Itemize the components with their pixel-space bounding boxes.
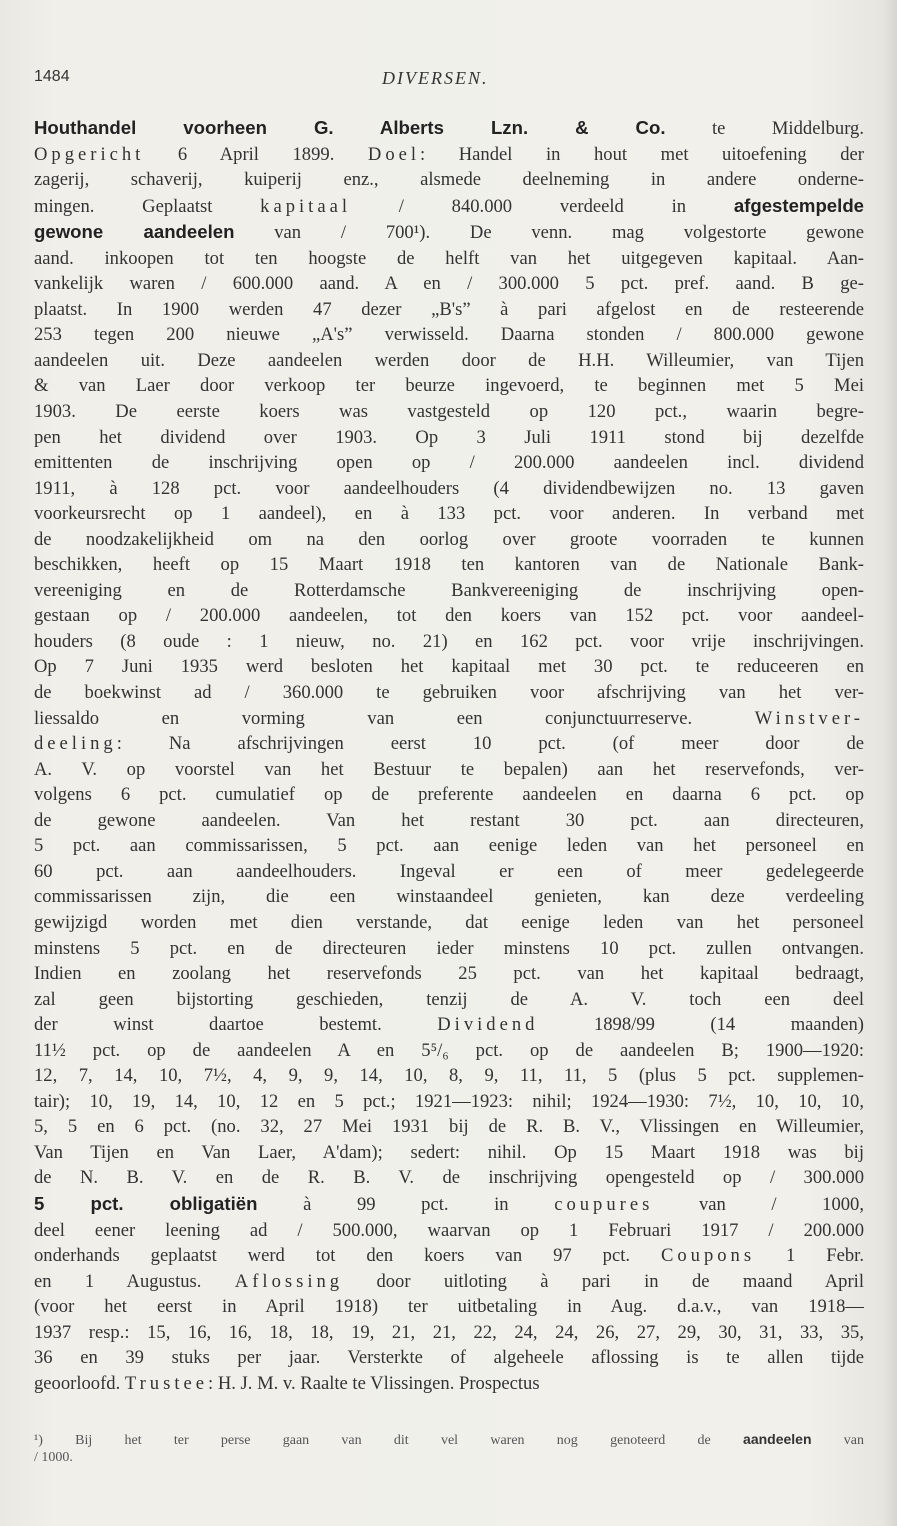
- text-run: mingen. Geplaatst: [34, 195, 261, 217]
- text-line: [34, 219, 864, 246]
- text-run: te Middelburg.: [665, 118, 864, 139]
- text-run: Houthandel voorheen G. Alberts Lzn. & Co.: [34, 117, 666, 138]
- text-line: [34, 425, 864, 451]
- text-run: de noodzakelijkheid om na den oorlog over groote voorraden te kunnen: [34, 528, 864, 550]
- text-run: Op 7 Juni 1935 werd besloten het kapitaal met 30 pct. te reduceeren en: [34, 656, 864, 678]
- text-run: Dividend: [437, 1014, 539, 1036]
- text-line: [34, 167, 864, 193]
- text-line: [34, 373, 864, 399]
- text-run: van / 700¹). De venn. mag volgestorte gewone: [234, 222, 864, 244]
- text-run: / 840.000 verdeeld in: [351, 195, 734, 217]
- text-run: coupures: [554, 1193, 654, 1215]
- text-run: 1937 resp.: 15, 16, 16, 18, 18, 19, 21, 21, 22, 24, 24, 26, 27, 29, 30, 31, 33, 35,: [34, 1321, 864, 1343]
- text-line: [34, 1345, 864, 1371]
- page-header: [34, 68, 864, 94]
- text-line: [34, 782, 864, 808]
- text-run: tair); 10, 19, 14, 10, 12 en 5 pct.; 1921—1923: nihil; 1924—1930: 7½, 10, 10, 10,: [34, 1090, 864, 1112]
- text-run: aandeelen: [743, 1431, 812, 1447]
- text-line: [34, 193, 864, 220]
- running-title: DIVERSEN.: [382, 68, 489, 88]
- page-number: 1484: [34, 68, 70, 85]
- text-run: zagerij, schaverij, kuiperij enz., alsmede deelneming in andere onderne-: [34, 169, 864, 191]
- text-run: 6 April 1899.: [144, 143, 368, 165]
- text-line: [34, 399, 864, 425]
- text-run: der winst daartoe bestemt.: [34, 1014, 438, 1036]
- text-line: [34, 322, 864, 348]
- text-run: gewijzigd worden met dien verstande, dat eenige leden van het personeel: [34, 911, 864, 933]
- text-line: [34, 1191, 864, 1218]
- text-line: [34, 833, 864, 859]
- text-run: Coupons: [660, 1245, 756, 1267]
- text-run: de gewone aandeelen. Van het restant 30 pct. aan directeuren,: [34, 809, 864, 831]
- text-run: pen het dividend over 1903. Op 3 Juli 1911 stond bij dezelfde: [34, 426, 864, 448]
- text-run: (voor het eerst in April 1918) ter uitbetaling in Aug. d.a.v., van 1918—: [34, 1296, 864, 1318]
- text-run: 5 pct. obligatiën: [34, 1192, 258, 1214]
- text-run: volgens 6 pct. cumulatief op de preferente aandeelen en daarna 6 pct. op: [34, 784, 864, 806]
- text-run: 1911, à 128 pct. voor aandeelhouders (4 dividendbewijzen no. 13 gaven: [34, 477, 864, 499]
- text-line: [34, 450, 864, 476]
- text-run: 1903. De eerste koers was vastgesteld op 120 pct., waarin begre-: [34, 401, 864, 423]
- text-run: deel eener leening ad / 500.000, waarvan op 1 Februari 1917 / 200.000: [34, 1219, 864, 1241]
- text-line: [34, 552, 864, 578]
- text-run: gewone aandeelen: [34, 221, 235, 243]
- text-line: [34, 654, 864, 680]
- text-run: A. V. op voorstel van het Bestuur te bepalen) aan het reservefonds, ver-: [34, 758, 864, 780]
- text-line: [34, 1089, 864, 1115]
- text-run: à 99 pct. in: [257, 1193, 555, 1215]
- text-line: [34, 680, 864, 706]
- footnotes: [34, 1431, 864, 1466]
- text-run: de boekwinst ad / 360.000 te gebruiken voor afschrijving van het ver-: [34, 682, 864, 704]
- text-line: [34, 1218, 864, 1244]
- text-run: door uitloting à pari in de maand April: [343, 1270, 864, 1292]
- text-run: aandeelen uit. Deze aandeelen werden door de H.H. Willeumier, van Tijen: [34, 349, 864, 371]
- text-line: [34, 1140, 864, 1166]
- text-line: [34, 706, 864, 732]
- text-run: 60 pct. aan aandeelhouders. Ingeval er een of meer gedelegeerde: [34, 860, 864, 882]
- text-line: [34, 1243, 864, 1269]
- text-line: [34, 1371, 864, 1397]
- text-line: [34, 142, 864, 168]
- text-line: [34, 859, 864, 885]
- footnote-line: [34, 1431, 864, 1449]
- text-line: [34, 884, 864, 910]
- text-line: [34, 271, 864, 297]
- text-line: [34, 246, 864, 272]
- text-run: 5, 5 en 6 pct. (no. 32, 27 Mei 1931 bij de R. B. V., Vlissingen en Willeumier,: [34, 1116, 864, 1138]
- text-line: [34, 1012, 864, 1038]
- text-run: van: [811, 1433, 864, 1448]
- text-run: kapitaal: [260, 195, 351, 217]
- text-run: vereeniging en de Rotterdamsche Bankvereeniging de inschrijving open-: [34, 579, 864, 601]
- body-text: [34, 115, 864, 1396]
- text-line: [34, 476, 864, 502]
- text-line: [34, 1114, 864, 1140]
- text-run: Trustee: [124, 1372, 208, 1394]
- text-line: [34, 987, 864, 1013]
- text-run: Van Tijen en Van Laer, A'dam); sedert: nihil. Op 15 Maart 1918 was bij: [34, 1141, 864, 1163]
- text-run: de N. B. V. en de R. B. V. de inschrijving opengesteld op / 300.000: [34, 1167, 864, 1189]
- text-run: 12, 7, 14, 10, 7½, 4, 9, 9, 14, 10, 8, 9, 11, 11, 5 (plus 5 pct. supplemen-: [34, 1065, 864, 1087]
- text-run: plaatst. In 1900 werden 47 dezer „B's” à pari afgelost en de resteerende: [34, 298, 864, 320]
- text-run: Aflossing: [234, 1270, 344, 1292]
- text-run: beschikken, heeft op 15 Maart 1918 ten kantoren van de Nationale Bank-: [34, 554, 864, 576]
- text-run: & van Laer door verkoop ter beurze ingevoerd, te beginnen met 5 Mei: [34, 375, 864, 397]
- text-run: gestaan op / 200.000 aandeelen, tot den koers van 152 pct. voor aandeel-: [34, 605, 864, 627]
- text-line: [34, 808, 864, 834]
- text-line: [34, 297, 864, 323]
- text-run: onderhands geplaatst werd tot den koers van 97 pct.: [34, 1245, 661, 1267]
- text-run: ¹) Bij het ter perse gaan van dit vel waren nog genoteerd de: [34, 1433, 744, 1448]
- text-run: van / 1000,: [653, 1193, 864, 1215]
- text-line: [34, 1063, 864, 1089]
- text-line: [34, 961, 864, 987]
- text-line: [34, 115, 864, 142]
- text-run: : Handel in hout met uitoefening der: [420, 143, 864, 165]
- text-run: : Na afschrijvingen eerst 10 pct. (of meer door de: [116, 733, 864, 755]
- text-run: 5 pct. aan commissarissen, 5 pct. aan eenige leden van het personeel en: [34, 835, 864, 857]
- text-run: 253 tegen 200 nieuwe „A's” verwisseld. Daarna stonden / 800.000 gewone: [34, 324, 864, 346]
- text-line: [34, 348, 864, 374]
- text-line: [34, 527, 864, 553]
- text-run: aand. inkoopen tot ten hoogste de helft van het uitgegeven kapitaal. Aan-: [34, 247, 864, 269]
- text-line: [34, 936, 864, 962]
- text-line: [34, 603, 864, 629]
- text-line: [34, 1038, 864, 1064]
- footnote-line: [34, 1449, 864, 1466]
- text-run: 36 en 39 stuks per jaar. Versterkte of algeheele aflossing is te allen tijde: [34, 1347, 864, 1369]
- text-run: 11½ pct. op de aandeelen A en 5⁵/₆ pct. op de aandeelen B; 1900—1920:: [34, 1039, 864, 1061]
- text-line: [34, 757, 864, 783]
- text-run: zal geen bijstorting geschieden, tenzij de A. V. toch een deel: [34, 988, 864, 1010]
- text-run: Opgericht: [34, 143, 145, 165]
- text-line: [34, 1320, 864, 1346]
- text-run: Doel: [367, 143, 421, 165]
- text-run: en 1 Augustus.: [34, 1270, 235, 1292]
- text-run: 1 Febr.: [755, 1245, 864, 1267]
- text-run: 1898/99 (14 maanden): [538, 1014, 864, 1036]
- text-run: afgestempelde: [733, 194, 864, 216]
- text-line: [34, 1269, 864, 1295]
- text-run: emittenten de inschrijving open op / 200.000 aandeelen incl. dividend: [34, 452, 864, 474]
- text-run: geoorloofd.: [34, 1372, 125, 1394]
- text-run: voorkeursrecht op 1 aandeel), en à 133 pct. voor anderen. In verband met: [34, 503, 864, 525]
- text-run: / 1000.: [34, 1450, 73, 1465]
- text-line: [34, 1294, 864, 1320]
- text-run: vankelijk waren / 600.000 aand. A en / 300.000 5 pct. pref. aand. B ge-: [34, 273, 864, 295]
- text-run: Indien en zoolang het reservefonds 25 pct. van het kapitaal bedraagt,: [34, 963, 864, 985]
- text-run: Winstver-: [754, 707, 864, 729]
- text-line: [34, 578, 864, 604]
- text-line: [34, 910, 864, 936]
- text-line: [34, 731, 864, 757]
- text-line: [34, 1165, 864, 1191]
- text-run: minstens 5 pct. en de directeuren ieder minstens 10 pct. zullen ontvangen.: [34, 937, 864, 959]
- text-line: [34, 629, 864, 655]
- text-run: commissarissen zijn, die een winstaandeel genieten, kan deze verdeeling: [34, 886, 864, 908]
- text-run: liessaldo en vorming van een conjunctuurreserve.: [34, 707, 755, 729]
- text-line: [34, 501, 864, 527]
- text-run: deeling: [34, 733, 117, 755]
- text-run: : H. J. M. v. Raalte te Vlissingen. Prospectus: [208, 1372, 540, 1394]
- page-edge-shadow: [883, 0, 897, 1526]
- text-run: houders (8 oude : 1 nieuw, no. 21) en 162 pct. voor vrije inschrijvingen.: [34, 630, 864, 652]
